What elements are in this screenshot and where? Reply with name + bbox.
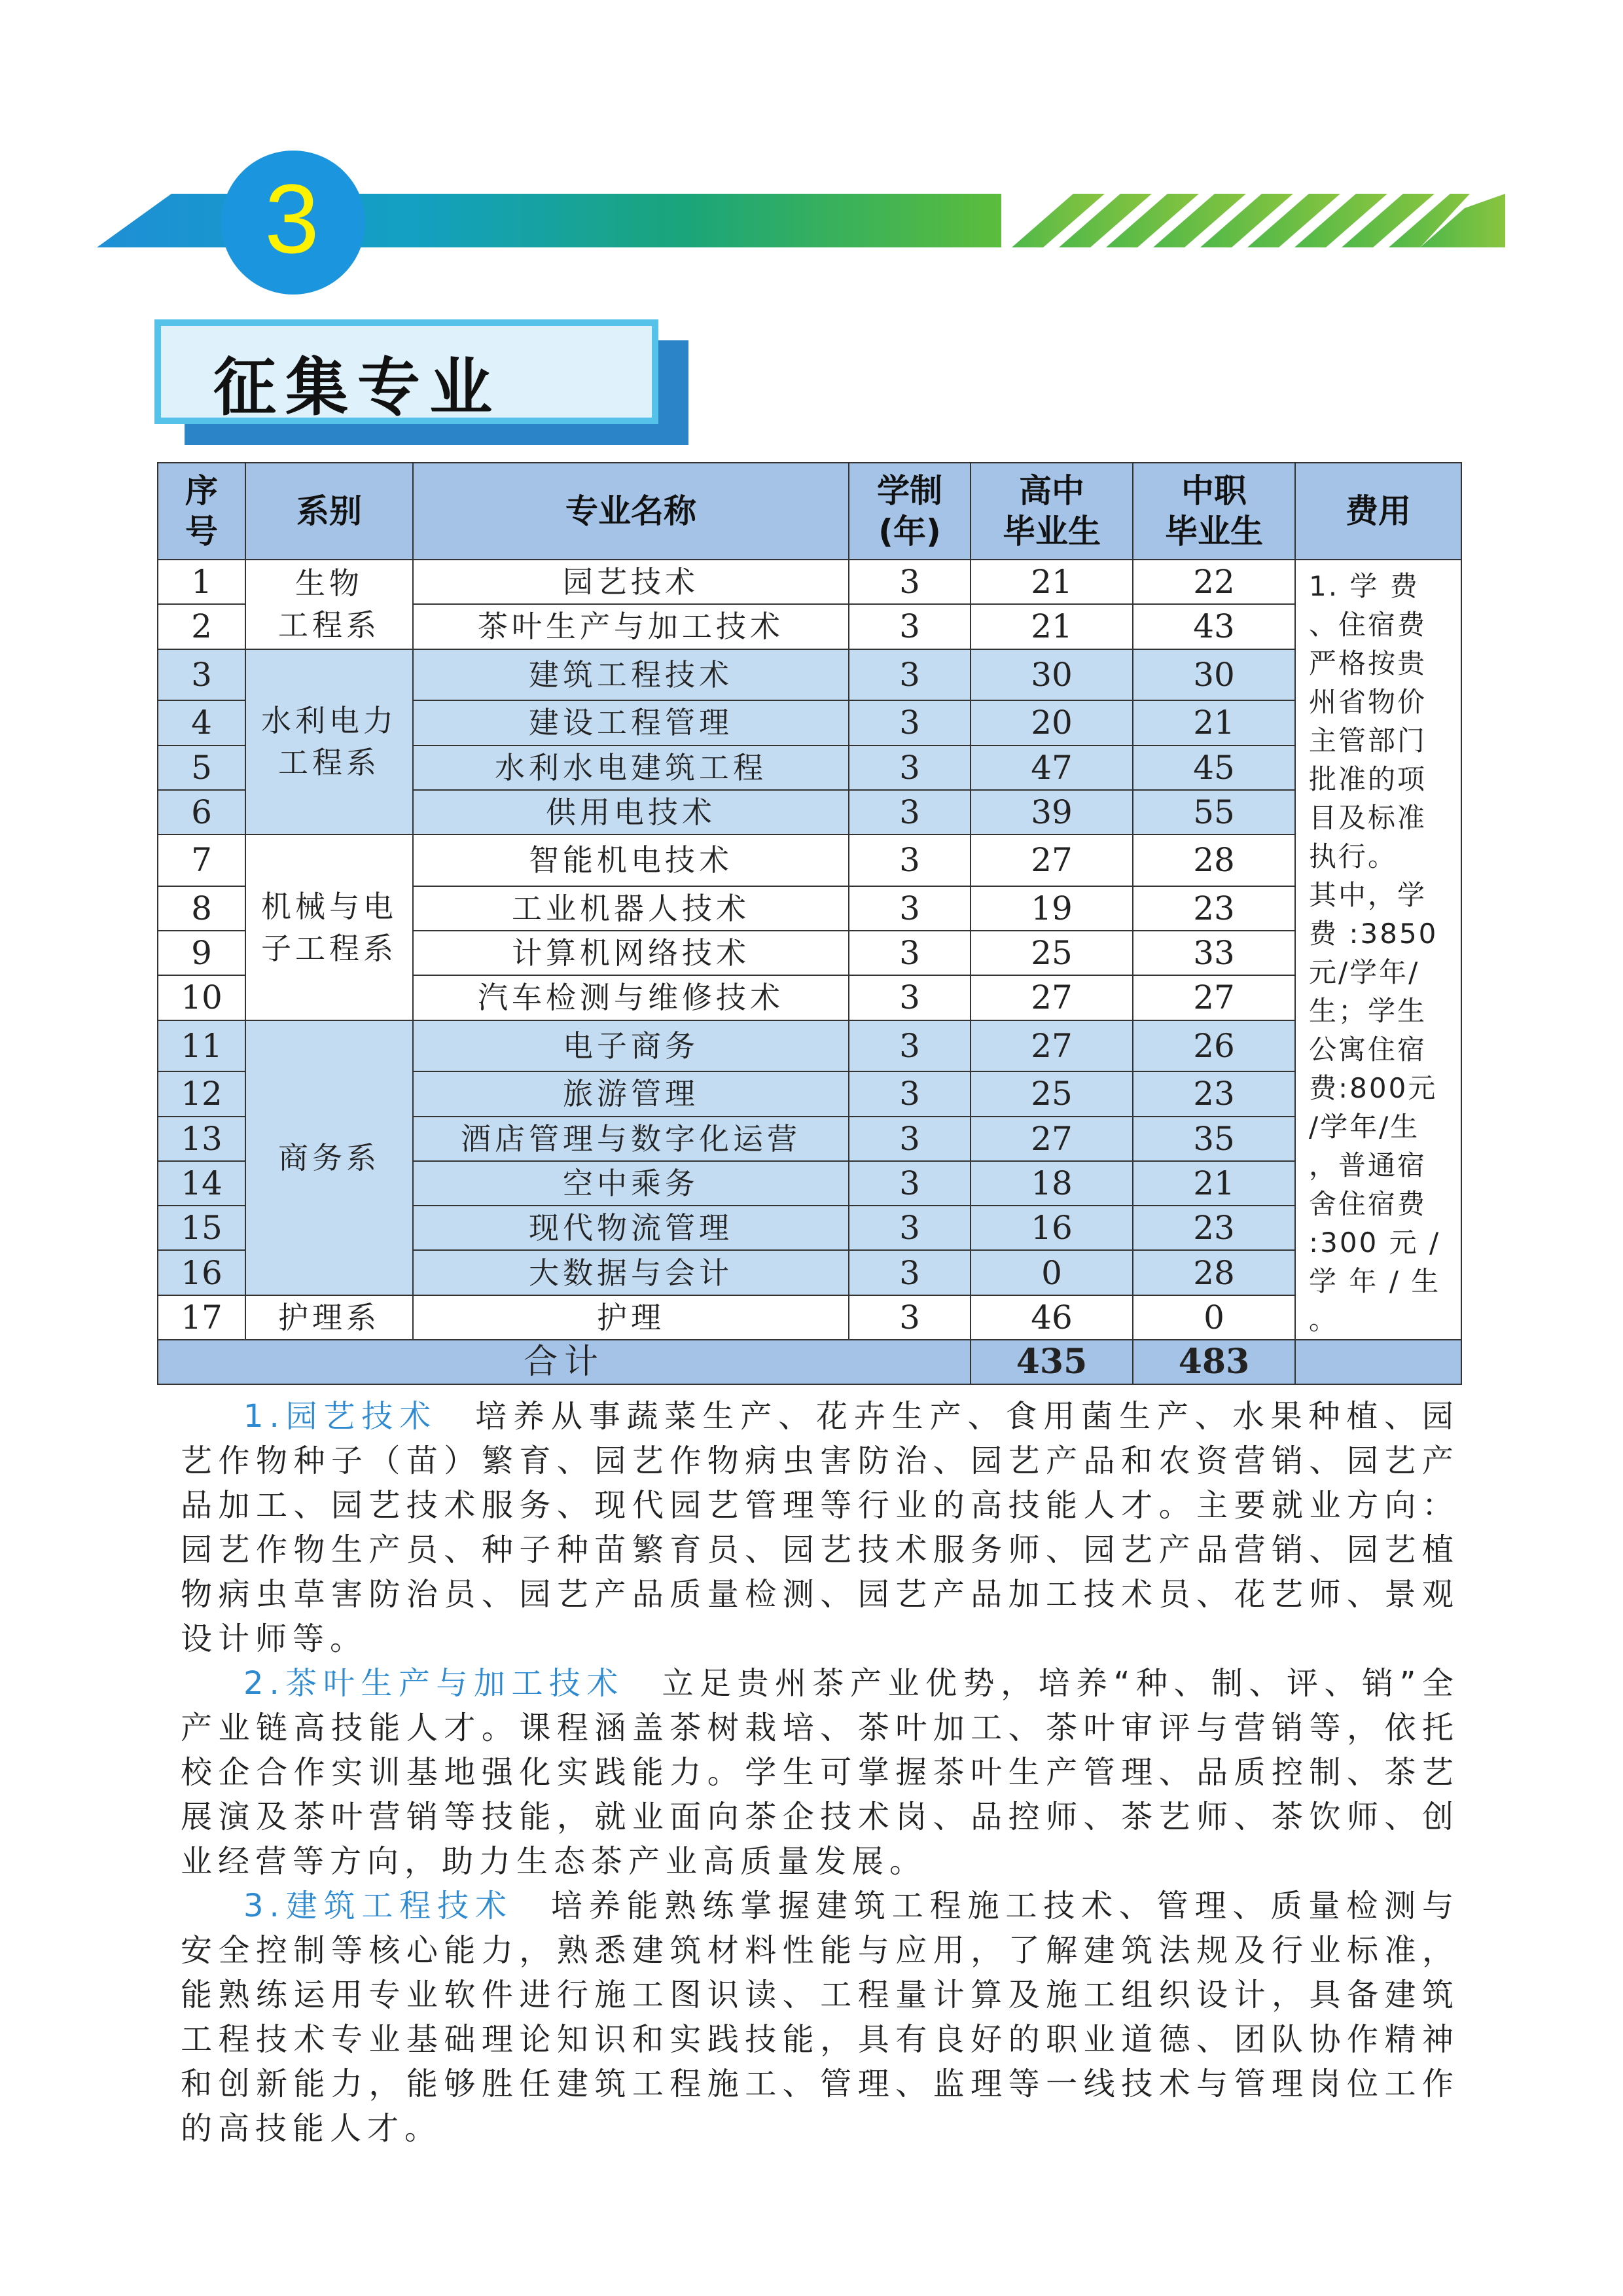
seq-cell: 7 xyxy=(158,834,245,886)
years-cell: 3 xyxy=(849,1020,971,1072)
seq-cell: 15 xyxy=(158,1206,245,1250)
high-count-cell: 0 xyxy=(971,1250,1133,1295)
dept-cell: 机械与电 子工程系 xyxy=(245,834,413,1020)
years-cell: 3 xyxy=(849,790,971,834)
vocational-count-cell: 43 xyxy=(1133,604,1295,649)
seq-cell: 10 xyxy=(158,975,245,1020)
dept-cell: 水利电力 工程系 xyxy=(245,649,413,835)
major-name-cell: 汽车检测与维修技术 xyxy=(413,975,849,1020)
seq-cell: 4 xyxy=(158,700,245,745)
high-count-cell: 46 xyxy=(971,1295,1133,1340)
major-name-cell: 园艺技术 xyxy=(413,560,849,604)
high-count-cell: 20 xyxy=(971,700,1133,745)
description-heading: 1.园艺技术 xyxy=(243,1398,438,1435)
years-cell: 3 xyxy=(849,1071,971,1116)
seq-cell: 11 xyxy=(158,1020,245,1072)
high-count-cell: 21 xyxy=(971,560,1133,604)
vocational-count-cell: 55 xyxy=(1133,790,1295,834)
major-name-cell: 智能机电技术 xyxy=(413,834,849,886)
years-cell: 3 xyxy=(849,834,971,886)
vocational-count-cell: 23 xyxy=(1133,1206,1295,1250)
section-title-box xyxy=(154,319,658,424)
header-years: 学制 (年) xyxy=(849,463,971,560)
vocational-count-cell: 35 xyxy=(1133,1117,1295,1161)
major-name-cell: 酒店管理与数字化运营 xyxy=(413,1117,849,1161)
years-cell: 3 xyxy=(849,560,971,604)
years-cell: 3 xyxy=(849,931,971,975)
majors-table xyxy=(157,462,1462,1385)
vocational-count-cell: 28 xyxy=(1133,1250,1295,1295)
years-cell: 3 xyxy=(849,1250,971,1295)
seq-cell: 13 xyxy=(158,1117,245,1161)
seq-cell: 2 xyxy=(158,604,245,649)
dept-cell: 商务系 xyxy=(245,1020,413,1295)
high-count-cell: 16 xyxy=(971,1206,1133,1250)
vocational-count-cell: 22 xyxy=(1133,560,1295,604)
description-paragraph xyxy=(181,1661,1459,1884)
fee-note-cell: 1. 学 费 、住宿费 严格按贵 州省物价 主管部门 批准的项 目及标准 执行。 其中，学 费 :3850 元/学年/ 生；学生 公寓住宿 费:800元 /学年/生 ，普通宿 舍住宿费 :300 元 / 学 年 / 生 。 xyxy=(1295,560,1461,1340)
years-cell: 3 xyxy=(849,1161,971,1206)
major-name-cell: 旅游管理 xyxy=(413,1071,849,1116)
years-cell: 3 xyxy=(849,604,971,649)
total-vocational: 483 xyxy=(1133,1340,1295,1384)
header-dept: 系别 xyxy=(245,463,413,560)
major-name-cell: 建设工程管理 xyxy=(413,700,849,745)
years-cell: 3 xyxy=(849,1117,971,1161)
high-count-cell: 27 xyxy=(971,1020,1133,1072)
table-row xyxy=(158,1020,1461,1072)
section-title: 征集专业 xyxy=(213,351,501,424)
major-name-cell: 建筑工程技术 xyxy=(413,649,849,701)
header-seq: 序 号 xyxy=(158,463,245,560)
description-text: 培养能熟练掌握建筑工程施工技术、管理、质量检测与安全控制等核心能力，熟悉建筑材料性能与应用，了解建筑法规及行业标准，能熟练运用专业软件进行施工图识读、工程量计算及施工组织设计，具备建筑工程技术专业基础理论知识和实践技能，具有良好的职业道德、团队协作精神和创新能力，能够胜任建筑工程施工、管理、监理等一线技术与管理岗位工作的高技能人才。 xyxy=(181,1888,1459,2147)
seq-cell: 8 xyxy=(158,886,245,931)
years-cell: 3 xyxy=(849,975,971,1020)
vocational-count-cell: 30 xyxy=(1133,649,1295,701)
total-empty-cell xyxy=(1295,1340,1461,1384)
header-fee: 费用 xyxy=(1295,463,1461,560)
description-text: 立足贵州茶产业优势，培养“种、制、评、销”全产业链高技能人才。课程涵盖茶树栽培、茶叶加工、茶叶审评与营销等，依托校企合作实训基地强化实践能力。学生可掌握茶叶生产管理、品质控制、茶艺展演及茶叶营销等技能，就业面向茶企技术岗、品控师、茶艺师、茶饮师、创业经营等方向，助力生态茶产业高质量发展。 xyxy=(181,1665,1459,1880)
total-high: 435 xyxy=(971,1340,1133,1384)
description-heading: 3.建筑工程技术 xyxy=(243,1888,513,1924)
table-row xyxy=(158,649,1461,701)
header-vocational: 中职 毕业生 xyxy=(1133,463,1295,560)
years-cell: 3 xyxy=(849,700,971,745)
seq-cell: 12 xyxy=(158,1071,245,1116)
high-count-cell: 47 xyxy=(971,745,1133,790)
header-name: 专业名称 xyxy=(413,463,849,560)
high-count-cell: 25 xyxy=(971,931,1133,975)
major-name-cell: 现代物流管理 xyxy=(413,1206,849,1250)
table-row xyxy=(158,834,1461,886)
major-name-cell: 电子商务 xyxy=(413,1020,849,1072)
vocational-count-cell: 23 xyxy=(1133,886,1295,931)
description-paragraph xyxy=(181,1394,1459,1661)
high-count-cell: 27 xyxy=(971,975,1133,1020)
high-count-cell: 19 xyxy=(971,886,1133,931)
major-name-cell: 水利水电建筑工程 xyxy=(413,745,849,790)
high-count-cell: 39 xyxy=(971,790,1133,834)
description-heading: 2.茶叶生产与加工技术 xyxy=(243,1665,624,1702)
major-name-cell: 空中乘务 xyxy=(413,1161,849,1206)
vocational-count-cell: 23 xyxy=(1133,1071,1295,1116)
vocational-count-cell: 21 xyxy=(1133,1161,1295,1206)
vocational-count-cell: 28 xyxy=(1133,834,1295,886)
years-cell: 3 xyxy=(849,1295,971,1340)
seq-cell: 9 xyxy=(158,931,245,975)
seq-cell: 17 xyxy=(158,1295,245,1340)
total-row xyxy=(158,1340,1461,1384)
seq-cell: 5 xyxy=(158,745,245,790)
section-number: 3 xyxy=(264,164,319,274)
years-cell: 3 xyxy=(849,1206,971,1250)
vocational-count-cell: 21 xyxy=(1133,700,1295,745)
years-cell: 3 xyxy=(849,649,971,701)
total-label: 合计 xyxy=(158,1340,971,1384)
banner-stripes xyxy=(1012,194,1505,247)
high-count-cell: 25 xyxy=(971,1071,1133,1116)
description-paragraph xyxy=(181,1884,1459,2151)
high-count-cell: 27 xyxy=(971,1117,1133,1161)
dept-cell: 护理系 xyxy=(245,1295,413,1340)
vocational-count-cell: 27 xyxy=(1133,975,1295,1020)
seq-cell: 1 xyxy=(158,560,245,604)
major-name-cell: 护理 xyxy=(413,1295,849,1340)
vocational-count-cell: 45 xyxy=(1133,745,1295,790)
major-name-cell: 茶叶生产与加工技术 xyxy=(413,604,849,649)
table-row xyxy=(158,1295,1461,1340)
vocational-count-cell: 0 xyxy=(1133,1295,1295,1340)
years-cell: 3 xyxy=(849,745,971,790)
seq-cell: 14 xyxy=(158,1161,245,1206)
high-count-cell: 27 xyxy=(971,834,1133,886)
major-name-cell: 供用电技术 xyxy=(413,790,849,834)
seq-cell: 16 xyxy=(158,1250,245,1295)
vocational-count-cell: 33 xyxy=(1133,931,1295,975)
header-high: 高中 毕业生 xyxy=(971,463,1133,560)
major-name-cell: 工业机器人技术 xyxy=(413,886,849,931)
major-descriptions xyxy=(181,1394,1459,2151)
high-count-cell: 30 xyxy=(971,649,1133,701)
high-count-cell: 21 xyxy=(971,604,1133,649)
seq-cell: 6 xyxy=(158,790,245,834)
section-banner xyxy=(0,0,1623,314)
major-name-cell: 计算机网络技术 xyxy=(413,931,849,975)
major-name-cell: 大数据与会计 xyxy=(413,1250,849,1295)
dept-cell: 生物 工程系 xyxy=(245,560,413,649)
seq-cell: 3 xyxy=(158,649,245,701)
table-row xyxy=(158,560,1461,604)
high-count-cell: 18 xyxy=(971,1161,1133,1206)
vocational-count-cell: 26 xyxy=(1133,1020,1295,1072)
table-header-row xyxy=(158,463,1461,560)
years-cell: 3 xyxy=(849,886,971,931)
description-text: 培养从事蔬菜生产、花卉生产、食用菌生产、水果种植、园艺作物种子（苗）繁育、园艺作物病虫害防治、园艺产品和农资营销、园艺产品加工、园艺技术服务、现代园艺管理等行业的高技能人才。主要就业方向：园艺作物生产员、种子种苗繁育员、园艺技术服务师、园艺产品营销、园艺植物病虫草害防治员、园艺产品质量检测、园艺产品加工技术员、花艺师、景观设计师等。 xyxy=(181,1398,1459,1657)
